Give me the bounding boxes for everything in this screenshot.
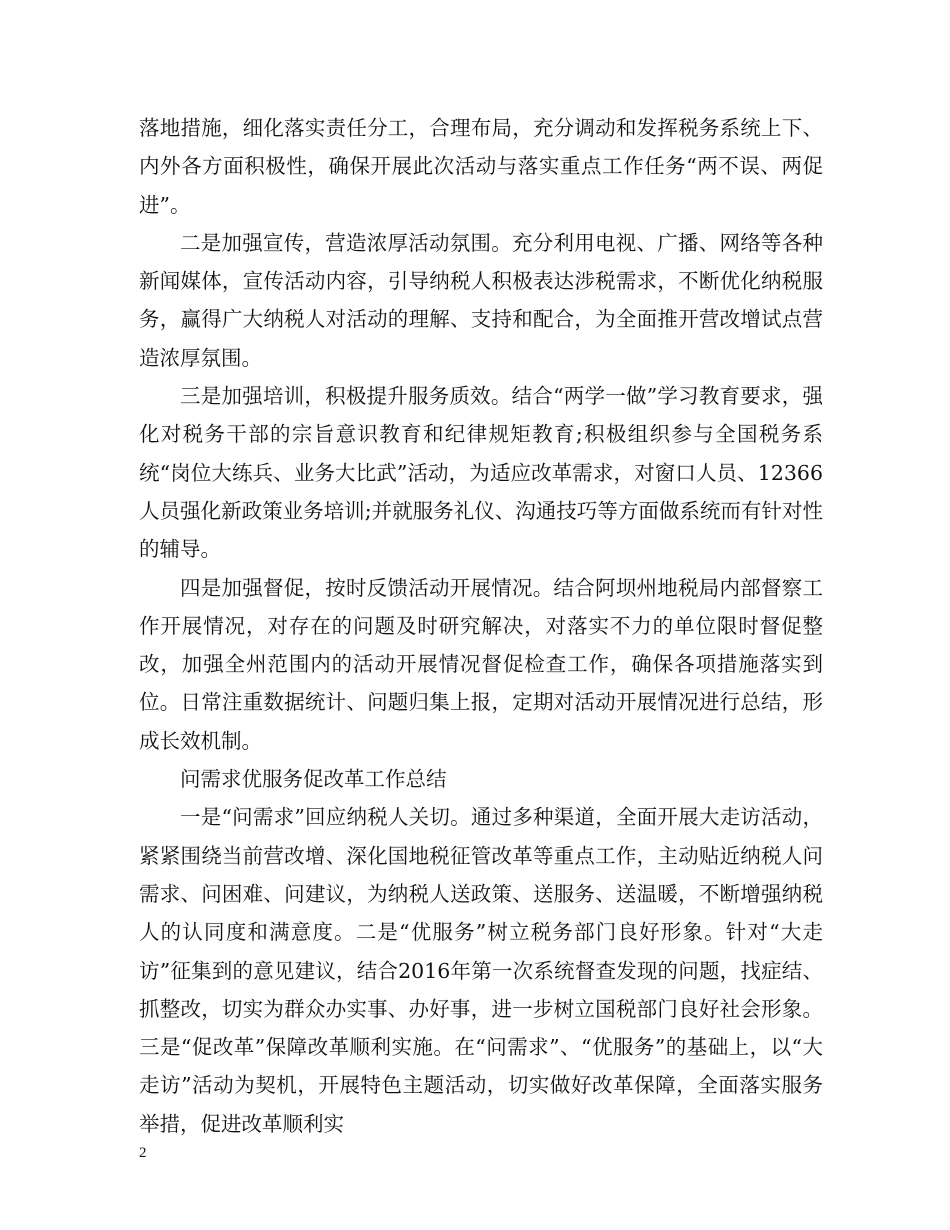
paragraph-supervision: 四是加强督促，按时反馈活动开展情况。结合阿坝州地税局内部督察工作开展情况，对存在的问题及时研究解决，对落实不力的单位限时督促整改，加强全州范围内的活动开展情况督促检查工作，确保各项措施落实到位。日常注重数据统计、问题归集上报，定期对活动开展情况进行总结，形成长效机制。 — [139, 575, 823, 753]
section-heading: 问需求优服务促改革工作总结 — [180, 767, 447, 792]
page-number: 2 — [139, 1145, 147, 1161]
document-body — [139, 109, 823, 1143]
paragraph-summary: 一是“问需求”回应纳税人关切。通过多种渠道，全面开展大走访活动，紧紧围绕当前营改增、深化国地税征管改革等重点工作，主动贴近纳税人问需求、问困难、问建议，为纳税人送政策、送服务、送温暖，不断增强纳税人的认同度和满意度。二是“优服务”树立税务部门良好形象。针对“大走访”征集到的意见建议，结合2016年第一次系统督查发现的问题，找症结、抓整改，切实为群众办实事、办好事，进一步树立国税部门良好社会形象。三是“促改革”保障改革顺利实施。在“问需求”、“优服务”的基础上，以“大走访”活动为契机，开展特色主题活动，切实做好改革保障，全面落实服务举措，促进改革顺利实 — [139, 805, 823, 1136]
paragraph-training: 三是加强培训，积极提升服务质效。结合“两学一做”学习教育要求，强化对税务干部的宗旨意识教育和纪律规矩教育;积极组织参与全国税务系统“岗位大练兵、业务大比武”活动，为适应改革需求，对窗口人员、12366人员强化新政策业务培训;并就服务礼仪、沟通技巧等方面做系统而有针对性的辅导。 — [139, 384, 823, 562]
paragraph-publicity: 二是加强宣传，营造浓厚活动氛围。充分利用电视、广播、网络等各种新闻媒体，宣传活动内容，引导纳税人积极表达涉税需求，不断优化纳税服务，赢得广大纳税人对活动的理解、支持和配合，为全面推开营改增试点营造浓厚氛围。 — [139, 230, 823, 370]
paragraph-implementation-measures: 落地措施，细化落实责任分工，合理布局，充分调动和发挥税务系统上下、内外各方面积极性，确保开展此次活动与落实重点工作任务“两不误、两促进”。 — [139, 116, 823, 217]
